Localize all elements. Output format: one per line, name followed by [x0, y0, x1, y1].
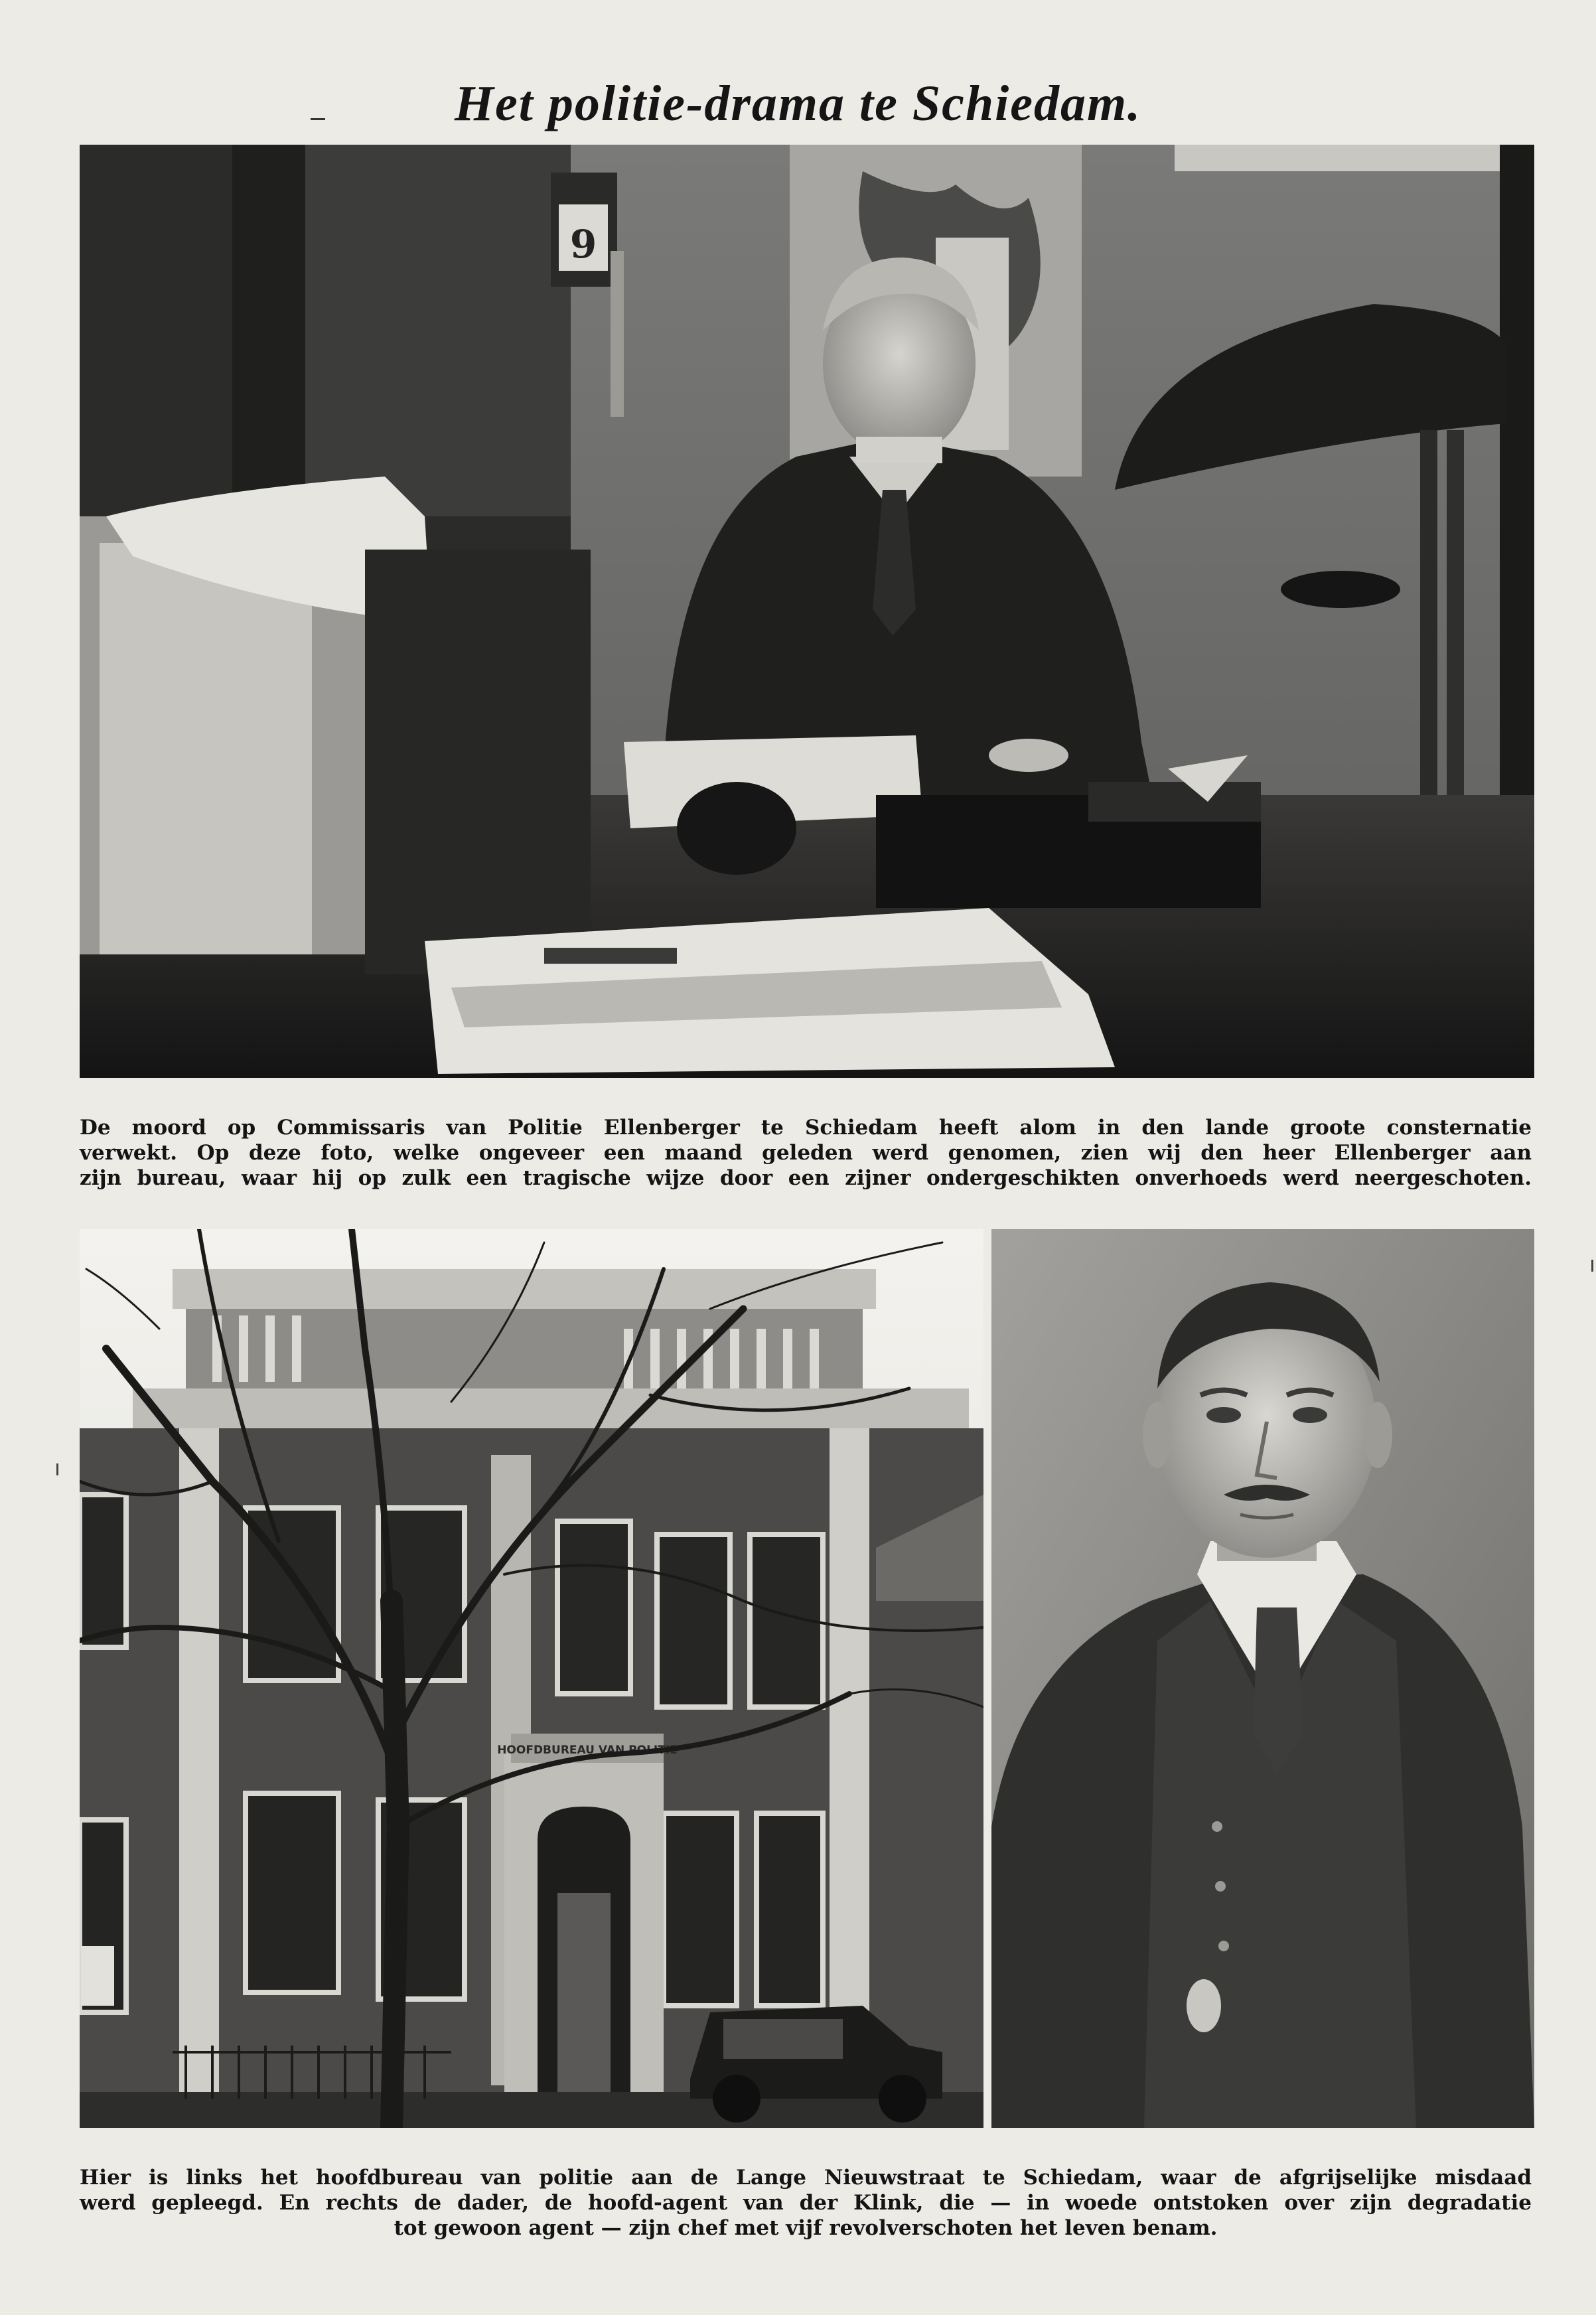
caption-bottom-line-1: Hier is links het hoofdbureau van politie aan de Lange Nieuwstraat te Schiedam, waar de afgrijselijke misdaad: [80, 2166, 1532, 2190]
photo-police-headquarters: [80, 1229, 983, 2128]
caption-bottom-line-3: tot gewoon agent — zijn chef met vijf revolverschoten het leven benam.: [394, 2216, 1218, 2240]
photo-police-headquarters-image: [80, 1229, 983, 2128]
caption-top: [80, 1115, 1532, 1191]
caption-top-line-3: zijn bureau, waar hij op zulk een tragische wijze door een zijner ondergeschikten onverhoeds werd neergeschoten.: [80, 1166, 1532, 1190]
printer-mark: [311, 118, 325, 120]
building-facade-sign: HOOFDBUREAU VAN POLITIE: [497, 1744, 678, 1757]
caption-bottom: [80, 2165, 1532, 2241]
photo-commissioner-at-desk-image: [80, 145, 1534, 1078]
photo-commissioner-at-desk: [80, 145, 1534, 1078]
photo-perpetrator-portrait: [991, 1229, 1534, 2128]
caption-bottom-line-2: werd gepleegd. En rechts de dader, de hoofd-agent van der Klink, die — in woede ontstoken over zijn degradatie: [80, 2191, 1532, 2215]
photo-perpetrator-portrait-image: [991, 1229, 1534, 2128]
margin-tick-right: [1591, 1260, 1593, 1272]
calendar-day-number: 9: [569, 222, 597, 267]
caption-top-line-1: De moord op Commissaris van Politie Ellenberger te Schiedam heeft alom in den lande groote consternatie: [80, 1116, 1532, 1140]
margin-tick-left: [56, 1463, 58, 1475]
page-title: Het politie-drama te Schiedam.: [454, 75, 1142, 131]
caption-top-line-2: verwekt. Op deze foto, welke ongeveer een maand geleden werd genomen, zien wij den heer Ellenberger aan: [80, 1141, 1532, 1165]
